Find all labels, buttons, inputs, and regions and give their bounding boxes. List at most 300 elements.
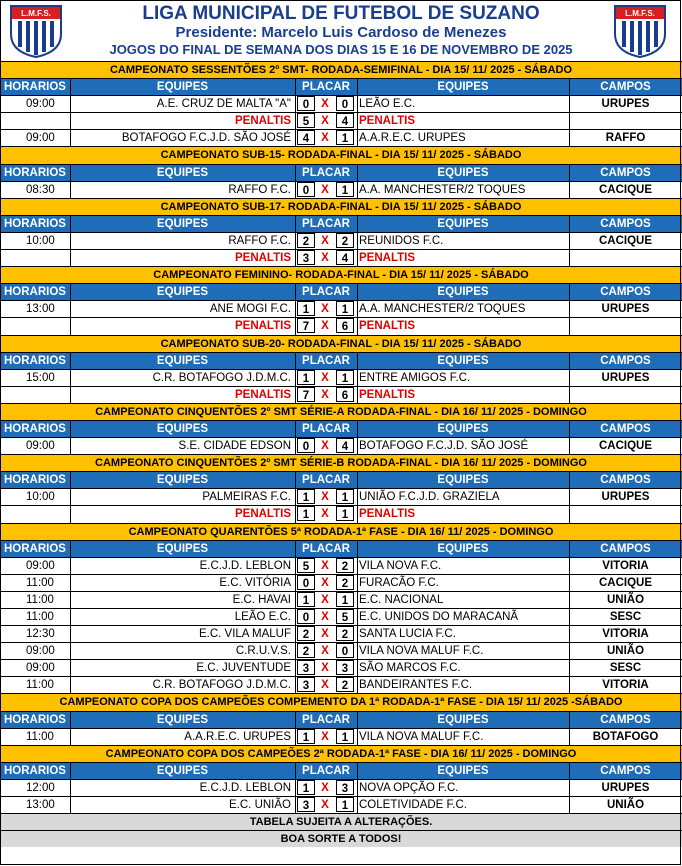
column-divider [70, 318, 71, 334]
section-title-bar [0, 454, 682, 471]
column-divider [569, 592, 570, 608]
penalty-row [0, 317, 682, 334]
column-divider [295, 489, 296, 505]
column-divider [357, 387, 358, 403]
match-row [0, 129, 682, 146]
column-divider [295, 370, 296, 386]
match-field [569, 250, 682, 266]
column-divider [569, 541, 570, 557]
header-equipes-away: EQUIPES [437, 422, 489, 435]
column-divider [357, 660, 358, 676]
column-divider [295, 113, 296, 129]
away-score: 2 [336, 558, 354, 573]
column-divider [357, 96, 358, 112]
match-time: 15:00 [26, 371, 55, 384]
versus-mark: X [321, 508, 329, 521]
column-divider [569, 79, 570, 95]
match-row [0, 232, 682, 249]
column-divider [295, 216, 296, 232]
penalty-label-away: PENALTIS [359, 388, 416, 401]
header-placar: PLACAR [302, 166, 350, 179]
match-time: 10:00 [26, 234, 55, 247]
column-divider [357, 79, 358, 95]
column-header-row [0, 762, 682, 779]
column-divider [70, 438, 71, 454]
column-divider [295, 79, 296, 95]
versus-mark: X [321, 440, 329, 453]
match-time [0, 250, 70, 266]
away-score: 1 [336, 130, 354, 145]
match-field [569, 318, 682, 334]
penalty-row [0, 112, 682, 129]
away-team: BOTAFOGO F.C.J.D. SÃO JOSÉ [359, 440, 529, 453]
column-divider [70, 506, 71, 522]
away-team: UNIÃO F.C.J.D. GRAZIELA [359, 491, 500, 504]
column-divider [70, 301, 71, 317]
match-field: VITORIA [602, 628, 649, 641]
column-divider [70, 387, 71, 403]
match-field: UNIÃO [606, 593, 645, 606]
column-divider [357, 216, 358, 232]
away-team: FURACÃO F.C. [359, 576, 439, 589]
away-score: 2 [336, 575, 354, 590]
header-placar: PLACAR [302, 422, 350, 435]
column-divider [357, 165, 358, 181]
versus-mark: X [321, 388, 329, 401]
column-divider [295, 421, 296, 437]
column-divider [70, 284, 71, 300]
column-divider [569, 489, 570, 505]
column-divider [569, 96, 570, 112]
header-equipes-away: EQUIPES [437, 713, 489, 726]
penalty-label-home: PENALTIS [234, 388, 291, 401]
penalty-label-away: PENALTIS [359, 252, 416, 265]
header-horarios: HORARIOS [4, 542, 66, 555]
header-equipes-away: EQUIPES [437, 474, 489, 487]
match-field: SESC [609, 662, 642, 675]
header-equipes-home: EQUIPES [156, 764, 209, 777]
column-divider [295, 284, 296, 300]
home-score: 5 [297, 558, 315, 573]
column-divider [70, 79, 71, 95]
home-score: 5 [297, 113, 315, 128]
versus-mark: X [321, 645, 329, 658]
match-field: CACIQUE [598, 440, 653, 453]
column-divider [295, 506, 296, 522]
header-campos: CAMPOS [600, 542, 651, 555]
home-team: A.A.R.E.C. URUPES [184, 730, 291, 743]
home-team: A.E. CRUZ DE MALTA "A" [156, 98, 291, 111]
home-score: 1 [297, 370, 315, 385]
column-divider [569, 609, 570, 625]
footer-greeting: BOA SORTE A TODOS! [280, 833, 402, 846]
header-equipes-home: EQUIPES [156, 713, 209, 726]
column-divider [295, 438, 296, 454]
column-divider [569, 660, 570, 676]
match-time: 11:00 [26, 730, 54, 743]
match-field: VITORIA [602, 559, 649, 572]
header-horarios: HORARIOS [4, 713, 66, 726]
column-divider [569, 506, 570, 522]
versus-mark: X [321, 252, 329, 265]
header-placar: PLACAR [302, 542, 350, 555]
column-divider [295, 592, 296, 608]
versus-mark: X [321, 781, 329, 794]
section-title-bar [0, 266, 682, 283]
match-row [0, 659, 682, 676]
header-horarios: HORARIOS [4, 474, 66, 487]
match-time: 09:00 [26, 98, 55, 111]
match-time: 10:00 [26, 491, 55, 504]
versus-mark: X [321, 98, 329, 111]
column-divider [357, 643, 358, 659]
home-score: 3 [297, 660, 315, 675]
home-team: LEÃO E.C. [234, 611, 291, 623]
section-title-bar [0, 146, 682, 163]
column-divider [569, 797, 570, 813]
versus-mark: X [321, 320, 329, 333]
match-field [569, 387, 682, 403]
away-score: 2 [336, 677, 354, 692]
column-divider [70, 592, 71, 608]
versus-mark: X [321, 491, 329, 504]
column-divider [357, 233, 358, 249]
versus-mark: X [321, 593, 329, 606]
column-divider [70, 96, 71, 112]
penalty-label-away: PENALTIS [359, 115, 416, 128]
column-divider [569, 643, 570, 659]
home-team: E.C. HAVAI [232, 593, 291, 606]
home-score: 1 [297, 729, 315, 744]
penalty-label-away: PENALTIS [359, 508, 416, 521]
header-equipes-away: EQUIPES [437, 542, 489, 555]
header-campos: CAMPOS [600, 286, 651, 299]
home-team: S.E. CIDADE EDSON [178, 440, 291, 453]
away-score: 2 [336, 626, 354, 641]
match-field: CACIQUE [598, 183, 653, 196]
section-title-bar [0, 198, 682, 215]
column-divider [295, 165, 296, 181]
header-placar: PLACAR [302, 217, 350, 230]
versus-mark: X [321, 234, 329, 247]
versus-mark: X [321, 576, 329, 589]
match-time: 09:00 [26, 645, 55, 658]
column-divider [70, 233, 71, 249]
shield-logo-icon [8, 4, 64, 58]
column-header-row [0, 352, 682, 369]
home-score: 0 [297, 575, 315, 590]
header-campos: CAMPOS [600, 354, 651, 367]
column-header-row [0, 78, 682, 95]
home-team: BOTAFOGO F.C.J.D. SÃO JOSÉ [121, 132, 291, 145]
match-time: 11:00 [26, 576, 54, 589]
header-horarios: HORARIOS [4, 764, 66, 777]
versus-mark: X [321, 611, 329, 623]
column-divider [295, 387, 296, 403]
match-field: SESC [609, 611, 642, 623]
away-score: 2 [336, 233, 354, 248]
column-divider [569, 626, 570, 642]
home-score: 4 [297, 130, 315, 145]
home-score: 1 [297, 489, 315, 504]
column-divider [295, 472, 296, 488]
section-title: CAMPEONATO COPA DOS CAMPEÕES 2ª RODADA-1ª FASE - DIA 16/ 11/ 2025 - DOMINGO [105, 747, 577, 760]
column-divider [357, 763, 358, 779]
away-score: 4 [336, 438, 354, 453]
column-divider [295, 233, 296, 249]
column-divider [295, 182, 296, 198]
header-horarios: HORARIOS [4, 422, 66, 435]
home-score: 1 [297, 506, 315, 521]
match-time: 11:00 [26, 679, 54, 692]
header-placar: PLACAR [302, 713, 350, 726]
column-divider [569, 558, 570, 574]
match-field: UNIÃO [606, 799, 645, 812]
page-header [0, 0, 682, 60]
column-divider [357, 677, 358, 693]
column-divider [357, 797, 358, 813]
match-row [0, 591, 682, 608]
column-divider [70, 558, 71, 574]
column-divider [357, 284, 358, 300]
away-team: E.C. UNIDOS DO MARACANÃ [359, 611, 519, 623]
column-divider [569, 438, 570, 454]
away-team: BANDEIRANTES F.C. [359, 679, 473, 692]
match-time [0, 318, 70, 334]
section-title: CAMPEONATO QUARENTÕES 5ª RODADA-1ª FASE - DIA 16/ 11/ 2025 - DOMINGO [128, 525, 554, 538]
away-score: 3 [336, 780, 354, 795]
column-divider [357, 301, 358, 317]
column-divider [295, 250, 296, 266]
column-divider [569, 387, 570, 403]
header-campos: CAMPOS [600, 217, 651, 230]
away-score: 1 [336, 729, 354, 744]
versus-mark: X [321, 559, 329, 572]
column-divider [569, 421, 570, 437]
column-header-row [0, 215, 682, 232]
column-divider [295, 626, 296, 642]
column-divider [295, 575, 296, 591]
match-time [0, 387, 70, 403]
away-team: LEÃO E.C. [359, 98, 416, 111]
away-team: E.C. NACIONAL [359, 593, 444, 606]
away-score: 5 [336, 609, 354, 624]
schedule-table [0, 61, 682, 847]
away-team: A.A.R.E.C. URUPES [359, 132, 466, 145]
column-divider [70, 729, 71, 745]
column-divider [70, 250, 71, 266]
column-header-row [0, 283, 682, 300]
match-time: 13:00 [26, 303, 55, 316]
column-divider [295, 729, 296, 745]
versus-mark: X [321, 371, 329, 384]
away-team: A.A. MANCHESTER/2 TOQUES [359, 183, 526, 196]
column-header-row [0, 164, 682, 181]
column-divider [295, 301, 296, 317]
column-divider [295, 712, 296, 728]
column-divider [295, 677, 296, 693]
column-divider [70, 575, 71, 591]
match-field: BOTAFOGO [592, 730, 659, 743]
home-score: 0 [297, 609, 315, 624]
column-header-row [0, 711, 682, 728]
column-divider [357, 130, 358, 146]
home-score: 3 [297, 250, 315, 265]
header-campos: CAMPOS [600, 764, 651, 777]
home-score: 2 [297, 626, 315, 641]
home-team: PALMEIRAS F.C. [202, 491, 291, 504]
match-time: 12:30 [26, 628, 55, 641]
match-field [569, 113, 682, 129]
away-score: 1 [336, 506, 354, 521]
home-score: 3 [297, 797, 315, 812]
home-team: E.C. UNIÃO [229, 799, 291, 812]
column-divider [357, 370, 358, 386]
home-score: 3 [297, 677, 315, 692]
header-horarios: HORARIOS [4, 217, 66, 230]
column-divider [357, 626, 358, 642]
home-team: C.R. BOTAFOGO J.D.M.C. [152, 679, 291, 692]
header-placar: PLACAR [302, 354, 350, 367]
column-divider [70, 797, 71, 813]
column-divider [70, 370, 71, 386]
column-divider [70, 660, 71, 676]
match-row [0, 728, 682, 745]
section-title-bar [0, 693, 682, 710]
match-row [0, 557, 682, 574]
column-divider [569, 284, 570, 300]
away-team: VILA NOVA MALUF F.C. [359, 730, 484, 743]
away-score: 0 [336, 96, 354, 111]
match-row [0, 300, 682, 317]
column-divider [295, 797, 296, 813]
away-score: 4 [336, 113, 354, 128]
home-team: E.C. VITÓRIA [219, 576, 291, 589]
match-row [0, 796, 682, 813]
match-field: CACIQUE [598, 234, 653, 247]
section-title: CAMPEONATO SUB-20- RODADA-FINAL - DIA 15/ 11/ 2025 - SÁBADO [160, 337, 522, 350]
penalty-label-home: PENALTIS [234, 115, 291, 128]
home-team: E.C.J.D. LEBLON [199, 559, 291, 572]
penalty-label-away: PENALTIS [359, 320, 416, 333]
penalty-label-home: PENALTIS [234, 508, 291, 521]
column-divider [357, 113, 358, 129]
section-title-bar [0, 745, 682, 762]
match-field [569, 506, 682, 522]
column-divider [569, 353, 570, 369]
column-divider [295, 780, 296, 796]
column-divider [569, 216, 570, 232]
header-campos: CAMPOS [600, 713, 651, 726]
schedule-subtitle: JOGOS DO FINAL DE SEMANA DOS DIAS 15 E 16 DE NOVEMBRO DE 2025 [109, 42, 573, 57]
header-placar: PLACAR [302, 764, 350, 777]
header-equipes-home: EQUIPES [156, 166, 209, 179]
header-placar: PLACAR [302, 474, 350, 487]
column-divider [295, 353, 296, 369]
column-divider [357, 438, 358, 454]
penalty-label-home: PENALTIS [234, 252, 291, 265]
away-score: 3 [336, 660, 354, 675]
column-divider [357, 729, 358, 745]
match-time: 09:00 [26, 662, 55, 675]
header-equipes-home: EQUIPES [156, 542, 209, 555]
away-score: 1 [336, 370, 354, 385]
column-divider [295, 130, 296, 146]
versus-mark: X [321, 115, 329, 128]
away-score: 1 [336, 592, 354, 607]
away-score: 4 [336, 250, 354, 265]
header-campos: CAMPOS [600, 166, 651, 179]
header-equipes-home: EQUIPES [156, 422, 209, 435]
penalty-row [0, 249, 682, 266]
versus-mark: X [321, 183, 329, 196]
versus-mark: X [321, 303, 329, 316]
away-team: REUNIDOS F.C. [359, 234, 444, 247]
column-divider [569, 780, 570, 796]
column-divider [70, 113, 71, 129]
column-divider [357, 558, 358, 574]
column-divider [295, 660, 296, 676]
column-divider [569, 677, 570, 693]
column-divider [357, 575, 358, 591]
column-divider [295, 541, 296, 557]
section-title-bar [0, 403, 682, 420]
home-score: 2 [297, 643, 315, 658]
column-divider [70, 130, 71, 146]
home-score: 7 [297, 318, 315, 333]
match-row [0, 488, 682, 505]
header-horarios: HORARIOS [4, 81, 66, 94]
column-divider [357, 541, 358, 557]
versus-mark: X [321, 730, 329, 743]
logo-text: L.M.F.S. [21, 9, 51, 18]
header-equipes-away: EQUIPES [437, 764, 489, 777]
away-score: 1 [336, 489, 354, 504]
league-logo-right [612, 4, 668, 58]
header-equipes-home: EQUIPES [156, 81, 209, 94]
match-field: URUPES [601, 491, 650, 504]
footer-greeting-bar [0, 830, 682, 847]
away-team: COLETIVIDADE F.C. [359, 799, 467, 812]
column-divider [295, 643, 296, 659]
header-equipes-home: EQUIPES [156, 217, 209, 230]
league-title: LIGA MUNICIPAL DE FUTEBOL DE SUZANO [142, 3, 540, 24]
column-divider [70, 780, 71, 796]
column-divider [569, 301, 570, 317]
match-field: URUPES [601, 371, 650, 384]
versus-mark: X [321, 628, 329, 641]
header-equipes-away: EQUIPES [437, 81, 489, 94]
column-header-row [0, 420, 682, 437]
column-divider [357, 592, 358, 608]
away-score: 1 [336, 182, 354, 197]
column-divider [357, 609, 358, 625]
match-row [0, 779, 682, 796]
column-divider [569, 472, 570, 488]
header-horarios: HORARIOS [4, 354, 66, 367]
column-divider [70, 216, 71, 232]
section-title: CAMPEONATO SUB-15- RODADA-FINAL - DIA 15/ 11/ 2025 - SÁBADO [160, 149, 522, 162]
section-title-bar [0, 61, 682, 78]
match-time: 11:00 [26, 593, 54, 606]
column-header-row [0, 540, 682, 557]
column-divider [569, 712, 570, 728]
column-divider [295, 763, 296, 779]
penalty-label-home: PENALTIS [234, 320, 291, 333]
column-divider [569, 250, 570, 266]
home-score: 1 [297, 592, 315, 607]
home-score: 1 [297, 780, 315, 795]
